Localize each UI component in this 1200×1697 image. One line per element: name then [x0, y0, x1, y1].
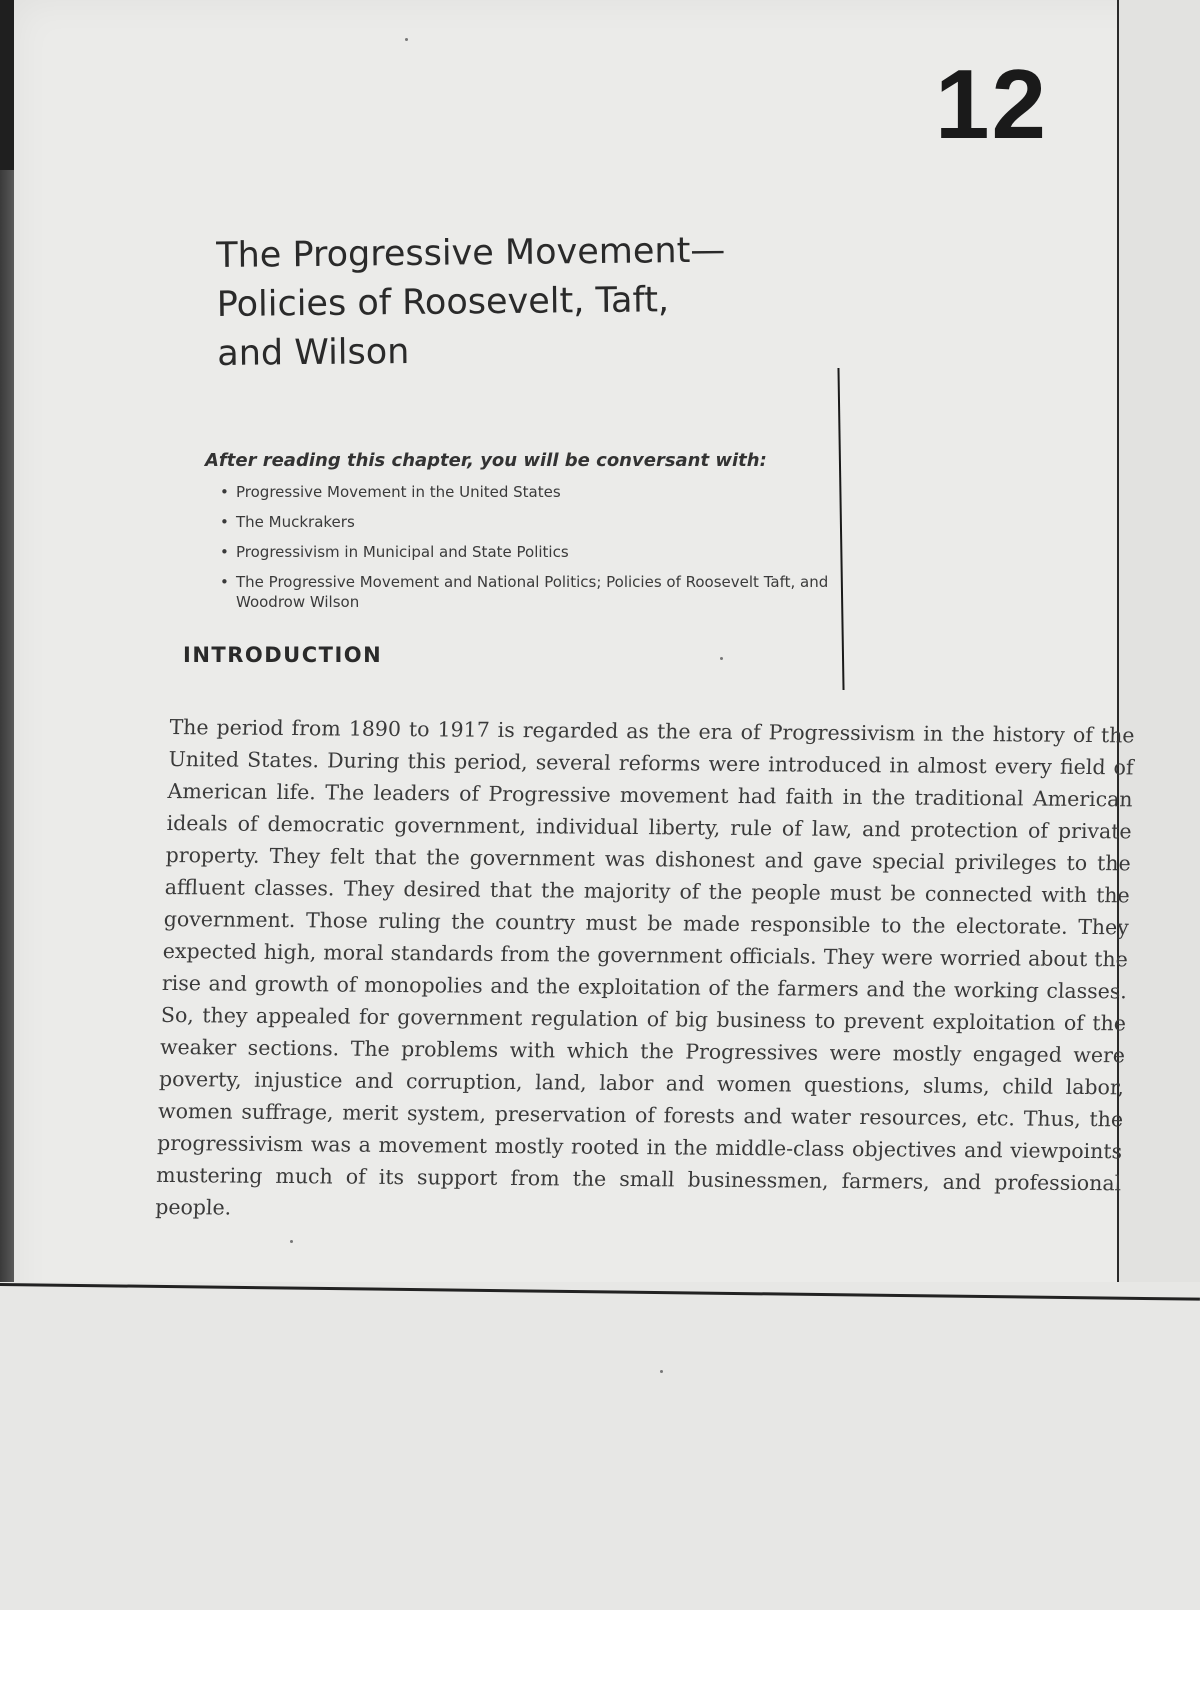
lower-page-sheet [0, 1282, 1200, 1612]
chapter-number: 12 [935, 49, 1049, 159]
chapter-title-line: and Wilson [217, 331, 410, 374]
page-speck [720, 657, 723, 660]
objectives-heading: After reading this chapter, you will be conversant with: [205, 450, 767, 471]
page-speck [660, 1370, 663, 1373]
objectives-list [218, 482, 858, 622]
objective-item: • Progressive Movement in the United States [218, 482, 858, 502]
introduction-heading: INTRODUCTION [183, 643, 383, 667]
chapter-title-line: The Progressive Movement— [216, 230, 726, 276]
chapter-title [216, 225, 858, 379]
chapter-title-line: Policies of Roosevelt, Taft, [216, 280, 670, 325]
objective-item: • Progressivism in Municipal and State Politics [218, 542, 858, 562]
objective-item: • The Progressive Movement and National Politics; Policies of Roosevelt Taft, and Woodrow Wilson [218, 572, 858, 612]
page-speck [405, 38, 408, 41]
background-margin [0, 1610, 1200, 1697]
next-page-edge [1117, 0, 1200, 1300]
introduction-paragraph: The period from 1890 to 1917 is regarded as the era of Progressivism in the history of the United States. During this period, several reforms were introduced in almost every field of American life. The leaders of Progressive movement had faith in the traditional American ideals of democratic government, individual liberty, rule of law, and protection of private property. They felt that the government was dishonest and gave special privileges to the affluent classes. They desired that the majority of the people must be connected with the government. Those ruling the country must be made responsible to the electorate. They expected high, moral standards from the government officials. They were worried about the rise and growth of monopolies and the exploitation of the farmers and the working classes. So, they appealed for government regulation of big business to prevent exploitation of the weaker sections. The problems with which the Progressives were mostly engaged were poverty, injustice and corruption, land, labor and women questions, slums, child labor, women suffrage, merit system, preservation of forests and water resources, etc. Thus, the progressivism was a movement mostly rooted in the middle-class objectives and viewpoints mustering much of its support from the small businessmen, farmers, and professional people. [154, 714, 1135, 1220]
objective-item: • The Muckrakers [218, 512, 858, 532]
page-speck [290, 1240, 293, 1243]
